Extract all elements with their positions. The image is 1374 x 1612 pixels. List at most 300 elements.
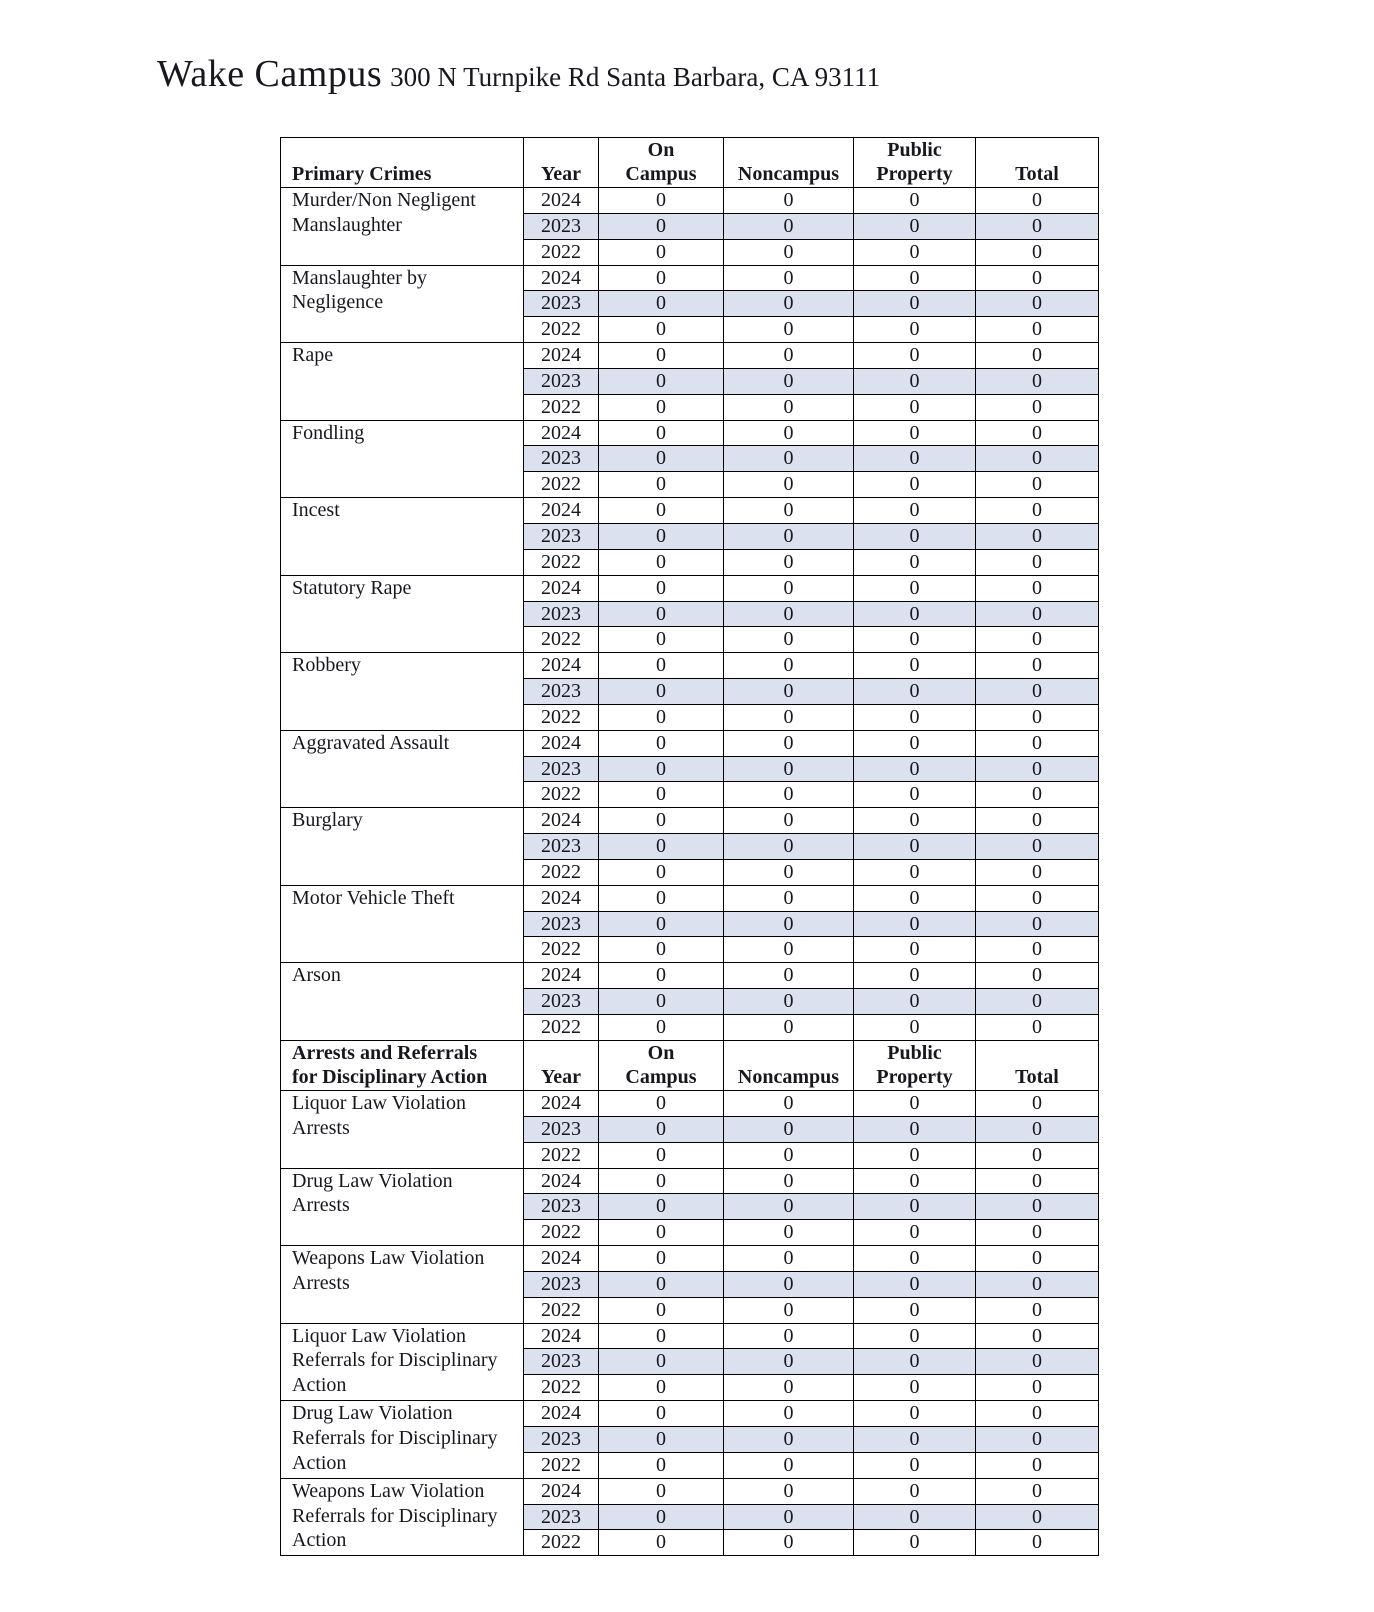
value-cell-total: 0 — [976, 239, 1099, 265]
value-cell-public-property: 0 — [854, 523, 976, 549]
value-cell-total: 0 — [976, 1375, 1099, 1401]
value-cell-on-campus: 0 — [599, 213, 724, 239]
value-cell-public-property: 0 — [854, 265, 976, 291]
value-cell-on-campus: 0 — [599, 368, 724, 394]
year-cell: 2023 — [524, 1271, 599, 1297]
value-cell-on-campus: 0 — [599, 317, 724, 343]
year-cell: 2022 — [524, 239, 599, 265]
value-cell-total: 0 — [976, 1271, 1099, 1297]
value-cell-total: 0 — [976, 937, 1099, 963]
value-cell-on-campus: 0 — [599, 601, 724, 627]
value-cell-total: 0 — [976, 1015, 1099, 1041]
value-cell-public-property: 0 — [854, 1168, 976, 1194]
value-cell-noncampus: 0 — [724, 472, 854, 498]
value-cell-public-property: 0 — [854, 1015, 976, 1041]
value-cell-public-property: 0 — [854, 808, 976, 834]
column-header-public-property: Public Property — [854, 138, 976, 188]
value-cell-noncampus: 0 — [724, 653, 854, 679]
crime-label-cell: Murder/Non Negligent Manslaughter — [281, 188, 524, 266]
value-cell-noncampus: 0 — [724, 1375, 854, 1401]
year-cell: 2022 — [524, 1297, 599, 1323]
value-cell-total: 0 — [976, 1246, 1099, 1272]
value-cell-on-campus: 0 — [599, 188, 724, 214]
value-cell-noncampus: 0 — [724, 1220, 854, 1246]
year-cell: 2024 — [524, 575, 599, 601]
value-cell-noncampus: 0 — [724, 1504, 854, 1530]
crime-label-cell: Burglary — [281, 808, 524, 886]
value-cell-noncampus: 0 — [724, 937, 854, 963]
value-cell-public-property: 0 — [854, 1323, 976, 1349]
value-cell-public-property: 0 — [854, 834, 976, 860]
value-cell-total: 0 — [976, 1194, 1099, 1220]
year-cell: 2024 — [524, 1091, 599, 1117]
value-cell-noncampus: 0 — [724, 627, 854, 653]
value-cell-noncampus: 0 — [724, 601, 854, 627]
value-cell-on-campus: 0 — [599, 1297, 724, 1323]
value-cell-noncampus: 0 — [724, 265, 854, 291]
value-cell-on-campus: 0 — [599, 1349, 724, 1375]
value-cell-total: 0 — [976, 394, 1099, 420]
year-cell: 2022 — [524, 627, 599, 653]
value-cell-public-property: 0 — [854, 343, 976, 369]
value-cell-total: 0 — [976, 834, 1099, 860]
value-cell-on-campus: 0 — [599, 653, 724, 679]
value-cell-noncampus: 0 — [724, 1168, 854, 1194]
table-row — [281, 1246, 1099, 1272]
value-cell-on-campus: 0 — [599, 1142, 724, 1168]
value-cell-total: 0 — [976, 420, 1099, 446]
value-cell-public-property: 0 — [854, 472, 976, 498]
year-cell: 2023 — [524, 368, 599, 394]
value-cell-noncampus: 0 — [724, 420, 854, 446]
value-cell-on-campus: 0 — [599, 1426, 724, 1452]
value-cell-public-property: 0 — [854, 394, 976, 420]
year-cell: 2022 — [524, 937, 599, 963]
year-cell: 2023 — [524, 1426, 599, 1452]
value-cell-total: 0 — [976, 213, 1099, 239]
year-cell: 2022 — [524, 472, 599, 498]
value-cell-on-campus: 0 — [599, 549, 724, 575]
value-cell-noncampus: 0 — [724, 1271, 854, 1297]
value-cell-on-campus: 0 — [599, 782, 724, 808]
value-cell-total: 0 — [976, 730, 1099, 756]
table-row — [281, 1478, 1099, 1504]
crime-label-cell: Manslaughter by Negligence — [281, 265, 524, 343]
table-row — [281, 575, 1099, 601]
value-cell-total: 0 — [976, 963, 1099, 989]
crime-label-cell: Statutory Rape — [281, 575, 524, 653]
value-cell-noncampus: 0 — [724, 1478, 854, 1504]
value-cell-public-property: 0 — [854, 730, 976, 756]
value-cell-public-property: 0 — [854, 911, 976, 937]
crime-label-cell: Motor Vehicle Theft — [281, 885, 524, 963]
value-cell-total: 0 — [976, 859, 1099, 885]
year-cell: 2024 — [524, 963, 599, 989]
header-row — [281, 138, 1099, 188]
value-cell-on-campus: 0 — [599, 1168, 724, 1194]
value-cell-on-campus: 0 — [599, 679, 724, 705]
value-cell-noncampus: 0 — [724, 1246, 854, 1272]
year-cell: 2023 — [524, 756, 599, 782]
crime-label-cell: Drug Law Violation Arrests — [281, 1168, 524, 1246]
value-cell-on-campus: 0 — [599, 265, 724, 291]
crime-label-cell: Robbery — [281, 653, 524, 731]
value-cell-noncampus: 0 — [724, 1116, 854, 1142]
value-cell-total: 0 — [976, 989, 1099, 1015]
year-cell: 2023 — [524, 834, 599, 860]
value-cell-noncampus: 0 — [724, 317, 854, 343]
year-cell: 2023 — [524, 1116, 599, 1142]
column-header-noncampus: Noncampus — [724, 138, 854, 188]
value-cell-total: 0 — [976, 1401, 1099, 1427]
table-row — [281, 653, 1099, 679]
value-cell-noncampus: 0 — [724, 368, 854, 394]
value-cell-noncampus: 0 — [724, 808, 854, 834]
value-cell-on-campus: 0 — [599, 472, 724, 498]
value-cell-on-campus: 0 — [599, 730, 724, 756]
year-cell: 2023 — [524, 1504, 599, 1530]
value-cell-public-property: 0 — [854, 963, 976, 989]
value-cell-total: 0 — [976, 1323, 1099, 1349]
value-cell-noncampus: 0 — [724, 756, 854, 782]
table-row — [281, 498, 1099, 524]
year-cell: 2022 — [524, 859, 599, 885]
year-cell: 2023 — [524, 601, 599, 627]
value-cell-public-property: 0 — [854, 679, 976, 705]
value-cell-public-property: 0 — [854, 291, 976, 317]
value-cell-public-property: 0 — [854, 498, 976, 524]
value-cell-total: 0 — [976, 1504, 1099, 1530]
value-cell-noncampus: 0 — [724, 1452, 854, 1478]
year-cell: 2023 — [524, 1349, 599, 1375]
value-cell-noncampus: 0 — [724, 575, 854, 601]
year-cell: 2024 — [524, 265, 599, 291]
value-cell-total: 0 — [976, 1091, 1099, 1117]
crime-label-cell: Weapons Law Violation Arrests — [281, 1246, 524, 1324]
year-cell: 2022 — [524, 782, 599, 808]
crime-label-cell: Rape — [281, 343, 524, 421]
year-cell: 2023 — [524, 523, 599, 549]
value-cell-total: 0 — [976, 549, 1099, 575]
value-cell-noncampus: 0 — [724, 963, 854, 989]
value-cell-public-property: 0 — [854, 859, 976, 885]
value-cell-noncampus: 0 — [724, 343, 854, 369]
value-cell-total: 0 — [976, 1168, 1099, 1194]
table-row — [281, 1091, 1099, 1117]
value-cell-on-campus: 0 — [599, 627, 724, 653]
value-cell-total: 0 — [976, 472, 1099, 498]
value-cell-noncampus: 0 — [724, 1091, 854, 1117]
value-cell-public-property: 0 — [854, 188, 976, 214]
value-cell-on-campus: 0 — [599, 1271, 724, 1297]
value-cell-on-campus: 0 — [599, 575, 724, 601]
column-header-on-campus: On Campus — [599, 138, 724, 188]
value-cell-public-property: 0 — [854, 1271, 976, 1297]
table-row — [281, 265, 1099, 291]
year-cell: 2024 — [524, 420, 599, 446]
value-cell-noncampus: 0 — [724, 911, 854, 937]
year-cell: 2022 — [524, 317, 599, 343]
value-cell-noncampus: 0 — [724, 1297, 854, 1323]
value-cell-public-property: 0 — [854, 627, 976, 653]
value-cell-public-property: 0 — [854, 1530, 976, 1556]
value-cell-public-property: 0 — [854, 1220, 976, 1246]
value-cell-public-property: 0 — [854, 1142, 976, 1168]
year-cell: 2023 — [524, 989, 599, 1015]
year-cell: 2022 — [524, 1452, 599, 1478]
value-cell-noncampus: 0 — [724, 989, 854, 1015]
value-cell-public-property: 0 — [854, 239, 976, 265]
year-cell: 2022 — [524, 1375, 599, 1401]
value-cell-total: 0 — [976, 575, 1099, 601]
crime-label-cell: Drug Law Violation Referrals for Disciplinary Action — [281, 1401, 524, 1479]
value-cell-noncampus: 0 — [724, 523, 854, 549]
value-cell-noncampus: 0 — [724, 679, 854, 705]
value-cell-on-campus: 0 — [599, 343, 724, 369]
value-cell-total: 0 — [976, 1478, 1099, 1504]
year-cell: 2022 — [524, 549, 599, 575]
value-cell-noncampus: 0 — [724, 782, 854, 808]
value-cell-total: 0 — [976, 1220, 1099, 1246]
value-cell-on-campus: 0 — [599, 1375, 724, 1401]
value-cell-public-property: 0 — [854, 213, 976, 239]
value-cell-on-campus: 0 — [599, 937, 724, 963]
value-cell-total: 0 — [976, 782, 1099, 808]
page-title — [157, 52, 880, 96]
crime-label-cell: Aggravated Assault — [281, 730, 524, 808]
value-cell-public-property: 0 — [854, 1504, 976, 1530]
year-cell: 2024 — [524, 653, 599, 679]
table-title-arrests-referrals: Arrests and Referrals for Disciplinary Action — [281, 1041, 524, 1091]
value-cell-on-campus: 0 — [599, 756, 724, 782]
year-cell: 2024 — [524, 1168, 599, 1194]
value-cell-on-campus: 0 — [599, 446, 724, 472]
value-cell-on-campus: 0 — [599, 1530, 724, 1556]
value-cell-noncampus: 0 — [724, 1015, 854, 1041]
value-cell-noncampus: 0 — [724, 704, 854, 730]
value-cell-public-property: 0 — [854, 756, 976, 782]
value-cell-noncampus: 0 — [724, 1426, 854, 1452]
value-cell-on-campus: 0 — [599, 1091, 724, 1117]
crime-label-cell: Liquor Law Violation Arrests — [281, 1091, 524, 1169]
value-cell-on-campus: 0 — [599, 1452, 724, 1478]
table-row — [281, 1168, 1099, 1194]
year-cell: 2024 — [524, 498, 599, 524]
value-cell-total: 0 — [976, 679, 1099, 705]
value-cell-on-campus: 0 — [599, 834, 724, 860]
value-cell-total: 0 — [976, 808, 1099, 834]
value-cell-noncampus: 0 — [724, 1323, 854, 1349]
value-cell-public-property: 0 — [854, 420, 976, 446]
table-row — [281, 808, 1099, 834]
value-cell-total: 0 — [976, 523, 1099, 549]
value-cell-on-campus: 0 — [599, 523, 724, 549]
value-cell-public-property: 0 — [854, 1297, 976, 1323]
crime-label-cell: Liquor Law Violation Referrals for Disciplinary Action — [281, 1323, 524, 1401]
value-cell-total: 0 — [976, 1297, 1099, 1323]
value-cell-noncampus: 0 — [724, 1349, 854, 1375]
table-row — [281, 1401, 1099, 1427]
value-cell-on-campus: 0 — [599, 963, 724, 989]
value-cell-noncampus: 0 — [724, 498, 854, 524]
value-cell-total: 0 — [976, 653, 1099, 679]
value-cell-noncampus: 0 — [724, 394, 854, 420]
value-cell-public-property: 0 — [854, 317, 976, 343]
value-cell-total: 0 — [976, 1530, 1099, 1556]
value-cell-total: 0 — [976, 1452, 1099, 1478]
value-cell-public-property: 0 — [854, 549, 976, 575]
value-cell-total: 0 — [976, 885, 1099, 911]
year-cell: 2022 — [524, 394, 599, 420]
value-cell-on-campus: 0 — [599, 989, 724, 1015]
value-cell-public-property: 0 — [854, 1375, 976, 1401]
crime-label-cell: Arson — [281, 963, 524, 1041]
value-cell-total: 0 — [976, 756, 1099, 782]
value-cell-on-campus: 0 — [599, 1246, 724, 1272]
value-cell-public-property: 0 — [854, 1426, 976, 1452]
value-cell-total: 0 — [976, 317, 1099, 343]
campus-name: Wake Campus — [157, 53, 383, 95]
value-cell-public-property: 0 — [854, 1194, 976, 1220]
value-cell-public-property: 0 — [854, 885, 976, 911]
primary-crimes-table — [280, 137, 1099, 1041]
value-cell-public-property: 0 — [854, 653, 976, 679]
value-cell-on-campus: 0 — [599, 1401, 724, 1427]
value-cell-noncampus: 0 — [724, 730, 854, 756]
crime-label-cell: Weapons Law Violation Referrals for Disciplinary Action — [281, 1478, 524, 1556]
value-cell-noncampus: 0 — [724, 885, 854, 911]
year-cell: 2023 — [524, 446, 599, 472]
value-cell-noncampus: 0 — [724, 291, 854, 317]
value-cell-noncampus: 0 — [724, 239, 854, 265]
crime-label-cell: Incest — [281, 498, 524, 576]
table-title-primary-crimes: Primary Crimes — [281, 138, 524, 188]
year-cell: 2024 — [524, 1401, 599, 1427]
value-cell-on-campus: 0 — [599, 1323, 724, 1349]
value-cell-noncampus: 0 — [724, 1194, 854, 1220]
table-row — [281, 885, 1099, 911]
value-cell-on-campus: 0 — [599, 239, 724, 265]
value-cell-on-campus: 0 — [599, 1015, 724, 1041]
value-cell-on-campus: 0 — [599, 885, 724, 911]
year-cell: 2023 — [524, 911, 599, 937]
value-cell-public-property: 0 — [854, 782, 976, 808]
value-cell-public-property: 0 — [854, 446, 976, 472]
value-cell-total: 0 — [976, 368, 1099, 394]
value-cell-on-campus: 0 — [599, 1478, 724, 1504]
value-cell-noncampus: 0 — [724, 1401, 854, 1427]
value-cell-noncampus: 0 — [724, 213, 854, 239]
column-header-total: Total — [976, 138, 1099, 188]
value-cell-total: 0 — [976, 446, 1099, 472]
value-cell-on-campus: 0 — [599, 420, 724, 446]
column-header-year: Year — [524, 1041, 599, 1091]
value-cell-public-property: 0 — [854, 937, 976, 963]
value-cell-total: 0 — [976, 498, 1099, 524]
value-cell-noncampus: 0 — [724, 188, 854, 214]
value-cell-on-campus: 0 — [599, 1220, 724, 1246]
value-cell-total: 0 — [976, 291, 1099, 317]
year-cell: 2023 — [524, 679, 599, 705]
value-cell-total: 0 — [976, 911, 1099, 937]
table-row — [281, 963, 1099, 989]
column-header-public-property: Public Property — [854, 1041, 976, 1091]
value-cell-on-campus: 0 — [599, 808, 724, 834]
year-cell: 2022 — [524, 1220, 599, 1246]
column-header-total: Total — [976, 1041, 1099, 1091]
value-cell-public-property: 0 — [854, 1246, 976, 1272]
table-row — [281, 1323, 1099, 1349]
value-cell-public-property: 0 — [854, 1116, 976, 1142]
year-cell: 2022 — [524, 1530, 599, 1556]
value-cell-on-campus: 0 — [599, 859, 724, 885]
value-cell-total: 0 — [976, 1349, 1099, 1375]
value-cell-on-campus: 0 — [599, 911, 724, 937]
table-row — [281, 188, 1099, 214]
year-cell: 2022 — [524, 1142, 599, 1168]
value-cell-on-campus: 0 — [599, 1116, 724, 1142]
value-cell-total: 0 — [976, 1426, 1099, 1452]
year-cell: 2024 — [524, 1246, 599, 1272]
value-cell-total: 0 — [976, 265, 1099, 291]
table-row — [281, 730, 1099, 756]
value-cell-public-property: 0 — [854, 1349, 976, 1375]
value-cell-public-property: 0 — [854, 575, 976, 601]
table-row — [281, 343, 1099, 369]
column-header-on-campus: On Campus — [599, 1041, 724, 1091]
value-cell-noncampus: 0 — [724, 446, 854, 472]
value-cell-total: 0 — [976, 1116, 1099, 1142]
year-cell: 2024 — [524, 808, 599, 834]
value-cell-noncampus: 0 — [724, 834, 854, 860]
year-cell: 2024 — [524, 885, 599, 911]
value-cell-public-property: 0 — [854, 601, 976, 627]
value-cell-noncampus: 0 — [724, 549, 854, 575]
value-cell-on-campus: 0 — [599, 291, 724, 317]
year-cell: 2024 — [524, 730, 599, 756]
arrests-referrals-table — [280, 1040, 1099, 1556]
year-cell: 2022 — [524, 704, 599, 730]
column-header-noncampus: Noncampus — [724, 1041, 854, 1091]
value-cell-on-campus: 0 — [599, 1194, 724, 1220]
value-cell-total: 0 — [976, 601, 1099, 627]
value-cell-total: 0 — [976, 627, 1099, 653]
value-cell-total: 0 — [976, 1142, 1099, 1168]
value-cell-public-property: 0 — [854, 368, 976, 394]
value-cell-on-campus: 0 — [599, 704, 724, 730]
value-cell-public-property: 0 — [854, 1091, 976, 1117]
value-cell-public-property: 0 — [854, 1478, 976, 1504]
year-cell: 2022 — [524, 1015, 599, 1041]
year-cell: 2024 — [524, 1478, 599, 1504]
header-row — [281, 1041, 1099, 1091]
value-cell-public-property: 0 — [854, 989, 976, 1015]
year-cell: 2023 — [524, 213, 599, 239]
value-cell-on-campus: 0 — [599, 498, 724, 524]
crime-label-cell: Fondling — [281, 420, 524, 498]
value-cell-noncampus: 0 — [724, 1142, 854, 1168]
value-cell-public-property: 0 — [854, 1401, 976, 1427]
value-cell-on-campus: 0 — [599, 394, 724, 420]
campus-address: 300 N Turnpike Rd Santa Barbara, CA 93111 — [390, 62, 881, 92]
year-cell: 2023 — [524, 1194, 599, 1220]
year-cell: 2024 — [524, 188, 599, 214]
value-cell-public-property: 0 — [854, 1452, 976, 1478]
table-row — [281, 420, 1099, 446]
value-cell-total: 0 — [976, 704, 1099, 730]
year-cell: 2024 — [524, 1323, 599, 1349]
value-cell-on-campus: 0 — [599, 1504, 724, 1530]
